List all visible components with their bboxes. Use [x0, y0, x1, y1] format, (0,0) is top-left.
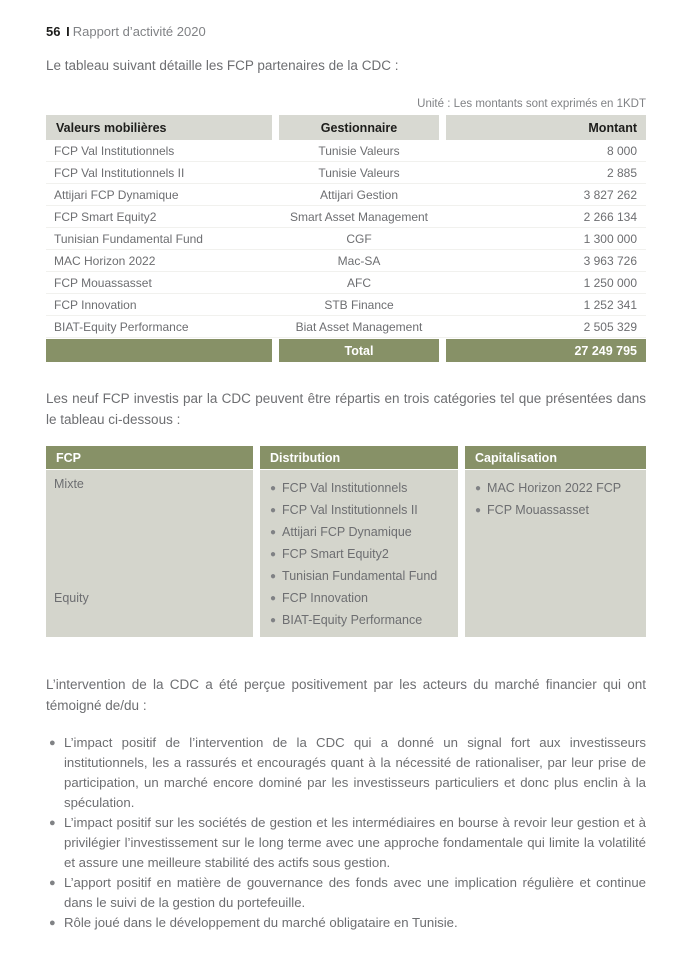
- bullet-icon: ●: [270, 482, 277, 494]
- bullet-icon: ●: [49, 737, 56, 749]
- total-value: 27 249 795: [446, 339, 646, 362]
- list-item-label: FCP Smart Equity2: [282, 547, 389, 561]
- list-item: [268, 543, 452, 565]
- table-row: [46, 140, 646, 162]
- table-row: [46, 162, 646, 184]
- closing-intro-text: L’intervention de la CDC a été perçue positivement par les acteurs du marché financier qui ont témoigné de/du :: [46, 677, 646, 713]
- table-row: [46, 228, 646, 250]
- cell-valeur: FCP Innovation: [54, 297, 137, 312]
- list-item: [268, 609, 452, 631]
- list-item: [46, 913, 646, 933]
- list-item-label: FCP Innovation: [282, 591, 368, 605]
- bullet-icon: ●: [475, 504, 482, 516]
- bullet-icon: ●: [270, 592, 277, 604]
- cell-gestionnaire: STB Finance: [324, 297, 394, 312]
- cell-valeur: BIAT-Equity Performance: [54, 319, 189, 334]
- bullet-icon: ●: [49, 877, 56, 889]
- list-item: [268, 499, 452, 521]
- cell-valeur: FCP Mouassasset: [54, 275, 152, 290]
- table-row: [46, 294, 646, 316]
- cell-valeur: FCP Val Institutionnels: [54, 143, 175, 158]
- list-item-label: Tunisian Fundamental Fund: [282, 569, 438, 583]
- cell-montant: 8 000: [606, 143, 637, 158]
- header-capitalisation: Capitalisation: [465, 446, 646, 469]
- closing-bullet-list: [46, 733, 646, 933]
- bullet-icon: ●: [475, 482, 482, 494]
- cell-gestionnaire: Tunisie Valeurs: [318, 165, 400, 180]
- list-item: [268, 477, 452, 499]
- row-label-equity: Equity: [54, 591, 89, 605]
- list-item-label: Attijari FCP Dynamique: [282, 525, 412, 539]
- page-number: 56: [46, 24, 61, 39]
- list-item-label: FCP Val Institutionnels: [282, 481, 408, 495]
- list-item-text: L’apport positif en matière de gouvernance des fonds avec une implication régulière et continue dans le suivi de la gestion du portefeuille.: [64, 875, 646, 910]
- cell-gestionnaire: Mac-SA: [337, 253, 381, 268]
- bullet-icon: ●: [270, 504, 277, 516]
- cell-gestionnaire: Smart Asset Management: [289, 209, 429, 224]
- table-row: [46, 272, 646, 294]
- cell-montant: 3 827 262: [583, 187, 637, 202]
- fcp-type-cell: [46, 470, 253, 637]
- cell-montant: 2 505 329: [583, 319, 637, 334]
- header-distribution: Distribution: [260, 446, 458, 469]
- header-montant: Montant: [446, 115, 646, 140]
- list-item: [268, 565, 452, 587]
- total-label: Total: [279, 339, 439, 362]
- bullet-icon: ●: [270, 548, 277, 560]
- categories-table-header-row: [46, 446, 646, 469]
- cell-montant: 1 300 000: [583, 231, 637, 246]
- list-item-label: FCP Val Institutionnels II: [282, 503, 418, 517]
- running-header: [46, 24, 646, 39]
- categories-intro-text: Les neuf FCP investis par la CDC peuvent être répartis en trois catégories tel que présentées dans le tableau ci-dessous :: [46, 391, 646, 427]
- cell-montant: 1 252 341: [583, 297, 637, 312]
- list-item: [268, 521, 452, 543]
- list-item-text: L’impact positif de l’intervention de la CDC qui a donné un signal fort aux investisseurs institutionnels, les a rassurés et encouragés quant à la nécessité de rationaliser, par leur prise de participation, un marché encore dominé par les investisseurs particuliers et donc plus enclin à la spéculation.: [64, 735, 646, 810]
- categories-table: [46, 446, 646, 637]
- fcp-table-header-row: [46, 115, 646, 140]
- cell-gestionnaire: AFC: [347, 275, 371, 290]
- table-row: [46, 184, 646, 206]
- cell-gestionnaire: Biat Asset Management: [295, 319, 423, 334]
- cell-montant: 2 266 134: [583, 209, 637, 224]
- table-row: [46, 250, 646, 272]
- row-label-mixte: Mixte: [54, 477, 84, 491]
- categories-table-body: [46, 470, 646, 637]
- cell-valeur: MAC Horizon 2022: [54, 253, 156, 268]
- capitalisation-cell: [465, 470, 646, 637]
- header-gestionnaire: Gestionnaire: [279, 115, 439, 140]
- list-item: [473, 477, 640, 499]
- cell-valeur: Tunisian Fundamental Fund: [54, 231, 203, 246]
- cell-gestionnaire: Tunisie Valeurs: [318, 143, 400, 158]
- list-item: [473, 499, 640, 521]
- cell-gestionnaire: Attijari Gestion: [319, 187, 399, 202]
- list-item: [46, 873, 646, 913]
- list-item: [268, 587, 452, 609]
- list-item-label: FCP Mouassasset: [487, 503, 589, 517]
- list-item-text: Rôle joué dans le développement du marché obligataire en Tunisie.: [64, 915, 458, 930]
- fcp-table-total-row: [46, 339, 646, 362]
- report-title: Rapport d’activité 2020: [72, 24, 206, 39]
- column-gap: [253, 470, 260, 637]
- table-row: [46, 206, 646, 228]
- list-item: [46, 813, 646, 873]
- list-item-label: BIAT-Equity Performance: [282, 613, 423, 627]
- bullet-icon: ●: [49, 917, 56, 929]
- cell-montant: 3 963 726: [583, 253, 637, 268]
- bullet-icon: ●: [270, 526, 277, 538]
- bullet-icon: ●: [270, 570, 277, 582]
- bullet-icon: ●: [270, 614, 277, 626]
- table-row: [46, 316, 646, 338]
- fcp-table: [46, 115, 646, 362]
- list-item-text: L’impact positif sur les sociétés de gestion et les intermédiaires en bourse à revoir leur gestion et à privilégier l’investissement sur le long terme avec une approche fondamentale qui limite la volatilité et assure une meilleure stabilité des actifs sous gestion.: [64, 815, 646, 870]
- intro-text: Le tableau suivant détaille les FCP partenaires de la CDC :: [46, 58, 399, 73]
- cell-gestionnaire: CGF: [346, 231, 372, 246]
- distribution-cell: [260, 470, 458, 637]
- column-gap: [458, 470, 465, 637]
- header-separator: I: [66, 24, 70, 39]
- header-fcp: FCP: [46, 446, 253, 469]
- cell-valeur: FCP Val Institutionnels II: [54, 165, 185, 180]
- unit-note: Unité : Les montants sont exprimés en 1KDT: [417, 98, 646, 110]
- total-empty-cell: [46, 339, 272, 362]
- cell-montant: 2 885: [606, 165, 637, 180]
- cell-montant: 1 250 000: [583, 275, 637, 290]
- fcp-table-body: [46, 140, 646, 338]
- header-valeurs-mobilieres: Valeurs mobilières: [46, 115, 272, 140]
- bullet-icon: ●: [49, 817, 56, 829]
- list-item: [46, 733, 646, 813]
- list-item-label: MAC Horizon 2022 FCP: [487, 481, 622, 495]
- cell-valeur: Attijari FCP Dynamique: [54, 187, 179, 202]
- cell-valeur: FCP Smart Equity2: [54, 209, 157, 224]
